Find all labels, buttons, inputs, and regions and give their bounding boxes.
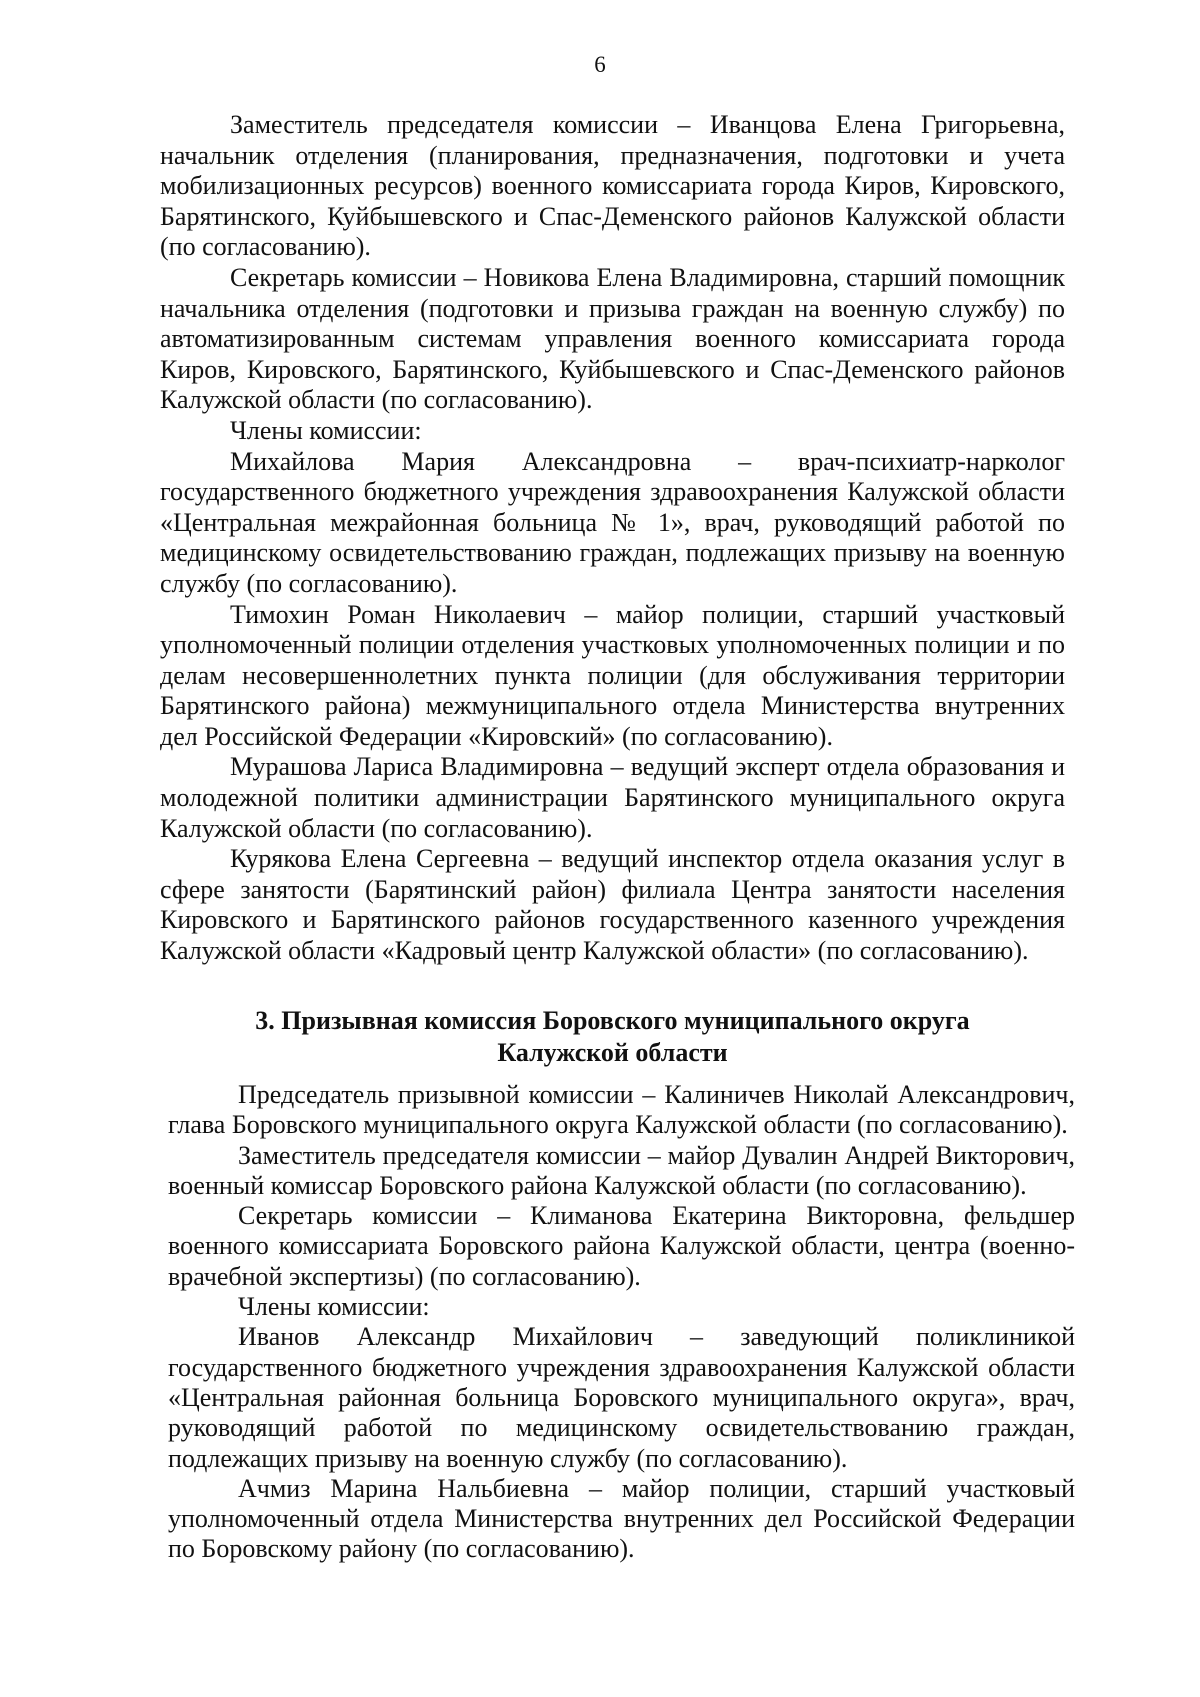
section-borovsky-commission bbox=[168, 1080, 1075, 1565]
section-barjatinsky-members bbox=[160, 110, 1065, 967]
paragraph: Председатель призывной комиссии – Калиничев Николай Александрович, глава Боровского муниципального округа Калужской области (по согласованию). bbox=[168, 1080, 1075, 1140]
paragraph: Члены комиссии: bbox=[238, 1292, 430, 1322]
page-number: 6 bbox=[594, 52, 606, 77]
paragraph: Иванов Александр Михайлович – заведующий поликлиникой государственного бюджетного учреждения здравоохранения Калужской области «Центральная районная больница Боровского муниципального округа», врач, руководящий работой по медицинскому освидетельствованию граждан, подлежащих призыву на военную службу (по согласованию). bbox=[168, 1322, 1075, 1473]
paragraph: Курякова Елена Сергеевна – ведущий инспектор отдела оказания услуг в сфере занятости (Барятинский район) филиала Центра занятости населения Кировского и Барятинского районов государственного казенного учреждения Калужской области «Кадровый центр Калужской области» (по согласованию). bbox=[160, 844, 1065, 966]
paragraph: Тимохин Роман Николаевич – майор полиции, старший участковый уполномоченный полиции отделения участковых уполномоченных полиции и по делам несовершеннолетних пункта полиции (для обслуживания территории Барятинского района) межмуниципального отдела Министерства внутренних дел Российской Федерации «Кировский» (по согласованию). bbox=[160, 599, 1065, 751]
heading-line-2: Калужской области bbox=[497, 1038, 728, 1067]
paragraph: Секретарь комиссии – Климанова Екатерина Викторовна, фельдшер военного комиссариата Боровского района Калужской области, центра (военно-врачебной экспертизы) (по согласованию). bbox=[168, 1201, 1075, 1291]
section-heading bbox=[160, 1005, 1065, 1069]
paragraph: Мурашова Лариса Владимировна – ведущий эксперт отдела образования и молодежной политики администрации Барятинского муниципального округа Калужской области (по согласованию). bbox=[160, 752, 1065, 843]
paragraph: Заместитель председателя комиссии – Иванцова Елена Григорьевна, начальник отделения (планирования, предназначения, подготовки и учета мобилизационных ресурсов) военного комиссариата города Киров, Кировского, Барятинского, Куйбышевского и Спас-Деменского районов Калужской области (по согласованию). bbox=[160, 110, 1065, 262]
paragraph: Заместитель председателя комиссии – майор Дувалин Андрей Викторович, военный комиссар Боровского района Калужской области (по согласованию). bbox=[168, 1140, 1075, 1200]
paragraph: Ачмиз Марина Нальбиевна – майор полиции, старший участковый уполномоченный отдела Министерства внутренних дел Российской Федерации по Боровскому району (по согласованию). bbox=[168, 1473, 1075, 1564]
paragraph: Члены комиссии: bbox=[230, 415, 422, 445]
paragraph: Михайлова Мария Александровна – врач-психиатр-нарколог государственного бюджетного учреждения здравоохранения Калужской области «Центральная межрайонная больница № 1», врач, руководящий работой по медицинскому освидетельствованию граждан, подлежащих призыву на военную службу (по согласованию). bbox=[160, 446, 1065, 598]
paragraph: Секретарь комиссии – Новикова Елена Владимировна, старший помощник начальника отделения (подготовки и призыва граждан на военную службу) по автоматизированным системам управления военного комиссариата города Киров, Кировского, Барятинского, Куйбышевского и Спас-Деменского районов Калужской области (по согласованию). bbox=[160, 262, 1065, 415]
heading-line-1: 3. Призывная комиссия Боровского муниципального округа bbox=[255, 1006, 970, 1035]
